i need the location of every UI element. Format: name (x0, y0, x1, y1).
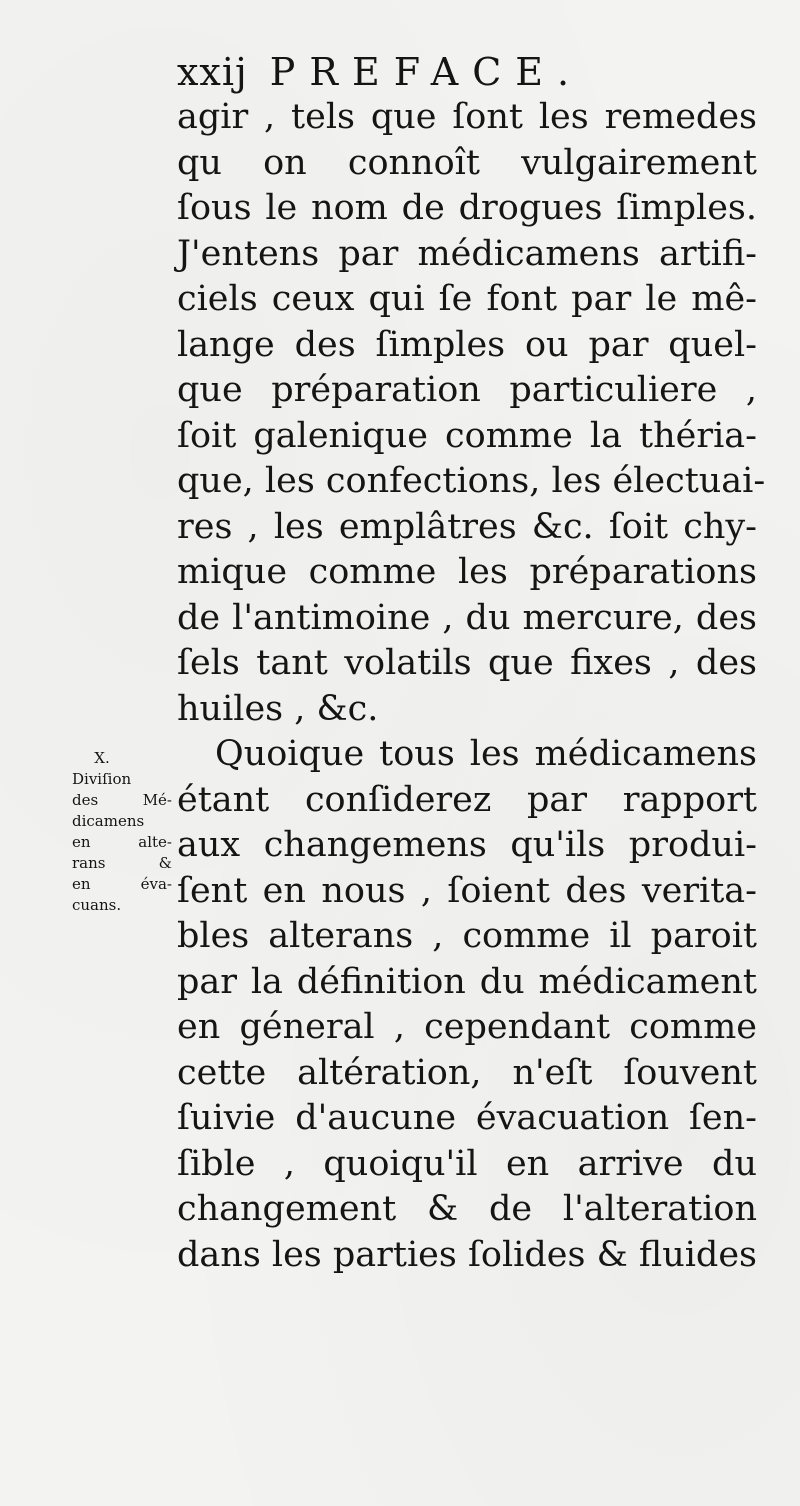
body-text (177, 95, 766, 1278)
text-line: mique comme les préparations (177, 552, 757, 592)
text-line: lange des ſimples ou par quel- (177, 324, 757, 365)
text-line: que, les confections, les électuai- (177, 461, 766, 501)
margin-note-line: rans & (72, 854, 172, 872)
text-line: bles alterans , comme il paroit (177, 916, 757, 956)
paragraph-start-line: Quoique tous les médicamens (215, 734, 757, 774)
text-line: J'entens par médicamens artifi- (177, 233, 757, 274)
text-line: ſous le nom de drogues ſimples. (177, 188, 757, 228)
margin-note-line: dicamens (72, 812, 145, 830)
text-line: agir , tels que ſont les remedes (177, 97, 757, 137)
text-line: par la définition du médicament (177, 961, 757, 1002)
text-line: de l'antimoine , du mercure, des (177, 597, 757, 638)
text-line: ſels tant volatils que fixes , des (177, 643, 757, 683)
margin-note-line: en alte- (72, 833, 172, 851)
text-line: dans les parties ſolides & fluides (177, 1234, 758, 1275)
margin-note-line: en éva- (72, 875, 172, 893)
margin-note (72, 748, 172, 916)
text-line: ſent en nous , ſoient des verita- (177, 870, 757, 911)
margin-note-line: des Mé- (72, 791, 172, 809)
text-line: ſoit galenique comme la théria- (177, 415, 757, 456)
margin-note-line: Diviſion (72, 770, 132, 788)
running-title: PREFACE. (269, 50, 584, 94)
margin-note-number: X. (94, 749, 110, 767)
text-line: changement & de l'alteration (177, 1189, 757, 1229)
text-line: res , les emplâtres &c. ſoit chy- (177, 506, 757, 547)
text-line: aux changemens qu'ils produi- (177, 825, 757, 865)
text-line: ſuivie d'aucune évacuation ſen- (177, 1098, 757, 1138)
paragraph-end-line: huiles , &c. (177, 688, 379, 729)
text-line: en géneral , cependant comme (177, 1007, 757, 1047)
text-line: qu on connoît vulgairement (177, 142, 757, 183)
running-head (177, 48, 583, 96)
text-line: étant conſiderez par rapport (177, 779, 757, 820)
text-line: ciels ceux qui ſe font par le mê- (177, 279, 757, 319)
text-line: que préparation particuliere , (177, 370, 757, 410)
margin-note-line: cuans. (72, 896, 122, 914)
text-line: cette altération, n'eſt ſouvent (177, 1052, 757, 1093)
page-number: xxij (177, 50, 248, 94)
text-line: ſible , quoiqu'il en arrive du (177, 1143, 757, 1184)
